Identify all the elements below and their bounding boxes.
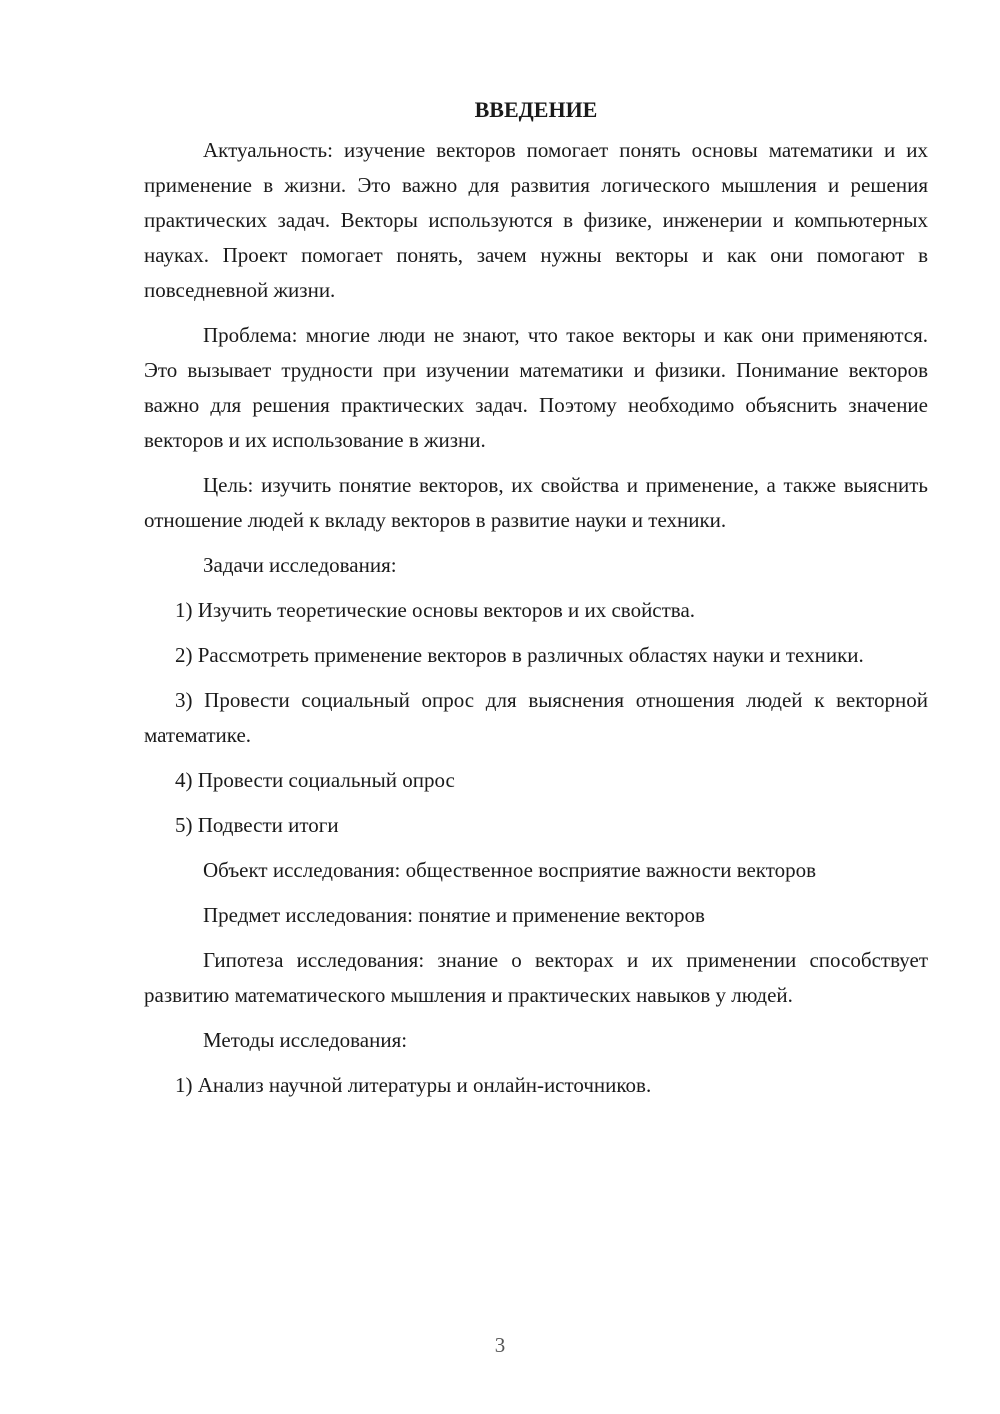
page-number: 3: [494, 1333, 506, 1357]
task-item: 1) Изучить теоретические основы векторов и их свойства.: [175, 598, 696, 622]
hypothesis-paragraph: Гипотеза исследования: знание о векторах и их применении способствует развитию математического мышления и практических навыков у людей.: [144, 948, 928, 1007]
task-item: 4) Провести социальный опрос: [175, 768, 455, 792]
research-object: Объект исследования: общественное восприятие важности векторов: [203, 858, 817, 882]
relevance-paragraph: Актуальность: изучение векторов помогает понять основы математики и их применение в жизни. Это важно для развития логического мышления и решения практических задач. Векторы используются в физике, инженерии и компьютерных науках. Проект помогает понять, зачем нужны векторы и как они помогают в повседневной жизни.: [144, 138, 928, 302]
task-item: 3) Провести социальный опрос для выяснения отношения людей к векторной математике.: [144, 688, 928, 747]
goal-paragraph: Цель: изучить понятие векторов, их свойства и применение, а также выяснить отношение людей к вкладу векторов в развитие науки и техники.: [144, 473, 928, 532]
method-item: 1) Анализ научной литературы и онлайн-источников.: [175, 1073, 652, 1097]
section-title: ВВЕДЕНИЕ: [474, 97, 598, 122]
document-page: [144, 92, 928, 1113]
research-subject: Предмет исследования: понятие и применение векторов: [203, 903, 705, 927]
methods-heading: Методы исследования:: [203, 1028, 408, 1052]
task-item: 2) Рассмотреть применение векторов в различных областях науки и техники.: [175, 643, 864, 667]
task-item: 5) Подвести итоги: [175, 813, 339, 837]
problem-paragraph: Проблема: многие люди не знают, что такое векторы и как они применяются. Это вызывает трудности при изучении математики и физики. Понимание векторов важно для решения практических задач. Поэтому необходимо объяснить значение векторов и их использование в жизни.: [144, 323, 928, 452]
tasks-heading: Задачи исследования:: [203, 553, 397, 577]
